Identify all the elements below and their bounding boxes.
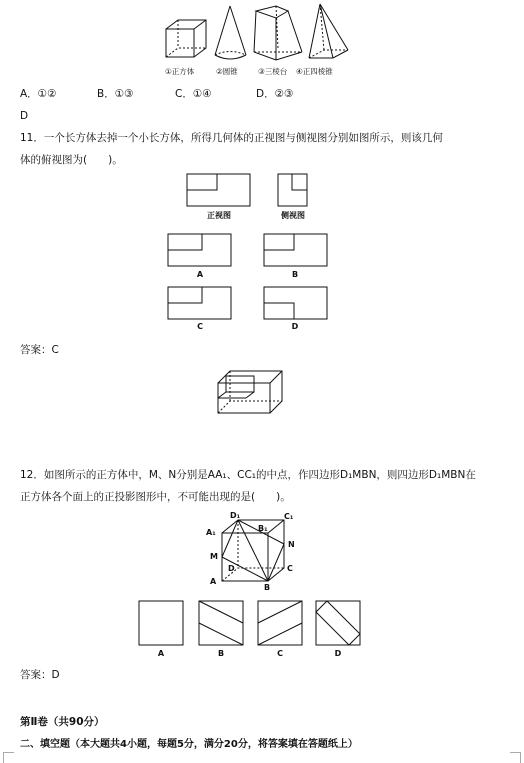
side-view-label: 侧视图 — [281, 211, 305, 220]
cube-label-d1: D₁ — [230, 511, 241, 520]
q12-choice-b-shape — [199, 601, 243, 645]
q12-choice-d-shape — [316, 601, 360, 645]
q12-choice-c-shape — [258, 601, 302, 645]
solid-label-pyramid: ④正四棱锥 — [296, 67, 333, 76]
q10-answer: D — [20, 110, 29, 122]
q11-stem-line1: 11．一个长方体去掉一个小长方体，所得几何体的正视图与侧视图分别如图所示，则该几何 — [20, 132, 443, 144]
corner-mark-left — [3, 752, 14, 763]
q12-stem-line2: 正方体各个面上的正投影图形中，不可能出现的是( )。 — [20, 491, 291, 503]
q11-stem-line2: 体的俯视图为( )。 — [20, 154, 123, 166]
cube-label-b: B — [264, 583, 271, 592]
part2-section-heading: 二、填空题（本大题共4小题，每题5分，满分20分，将答案填在答题纸上） — [20, 739, 358, 750]
q11-choice-c-label: C — [197, 322, 203, 331]
q12-stem-line1: 12．如图所示的正方体中，M、N分别是AA₁、CC₁的中点，作四边形D₁MBN，则四边形D₁MBN在 — [20, 469, 476, 481]
cube-label-c1: C₁ — [284, 512, 294, 521]
cube-label-c: C — [287, 564, 293, 573]
q12-choice-a-shape — [139, 601, 183, 645]
q12-answer: 答案：D — [20, 669, 60, 681]
q12-choice-b-label: B — [217, 649, 225, 658]
solid-label-cube: ①正方体 — [165, 67, 195, 76]
q12-choice-d-label: D — [334, 649, 342, 658]
part2-title: 第Ⅱ卷（共90分） — [20, 716, 105, 728]
solid-label-frustum: ③三棱台 — [258, 67, 288, 76]
q11-choice-b-label: B — [291, 270, 299, 279]
front-view-label: 正视图 — [207, 211, 231, 220]
cube-label-n: N — [288, 540, 295, 549]
cube-label-m: M — [210, 552, 218, 561]
q10-option-c: C．①④ — [175, 88, 212, 100]
q11-choice-a-label: A — [196, 270, 204, 279]
q10-option-b: B．①③ — [97, 88, 134, 100]
cube-label-a1: A₁ — [206, 528, 216, 537]
q10-option-a: A．①② — [20, 88, 57, 100]
corner-mark-right — [510, 752, 521, 763]
q11-choice-d-label: D — [291, 322, 299, 331]
q10-option-d: D．②③ — [256, 88, 294, 100]
q12-choice-a-label: A — [157, 649, 165, 658]
cube-label-b1: B₁ — [258, 524, 268, 533]
cube-label-a: A — [210, 577, 217, 586]
q12-choice-c-label: C — [277, 649, 283, 658]
cube-label-d: D — [228, 564, 235, 573]
q11-answer: 答案：C — [20, 344, 59, 356]
solid-label-cone: ②圆锥 — [216, 67, 238, 76]
